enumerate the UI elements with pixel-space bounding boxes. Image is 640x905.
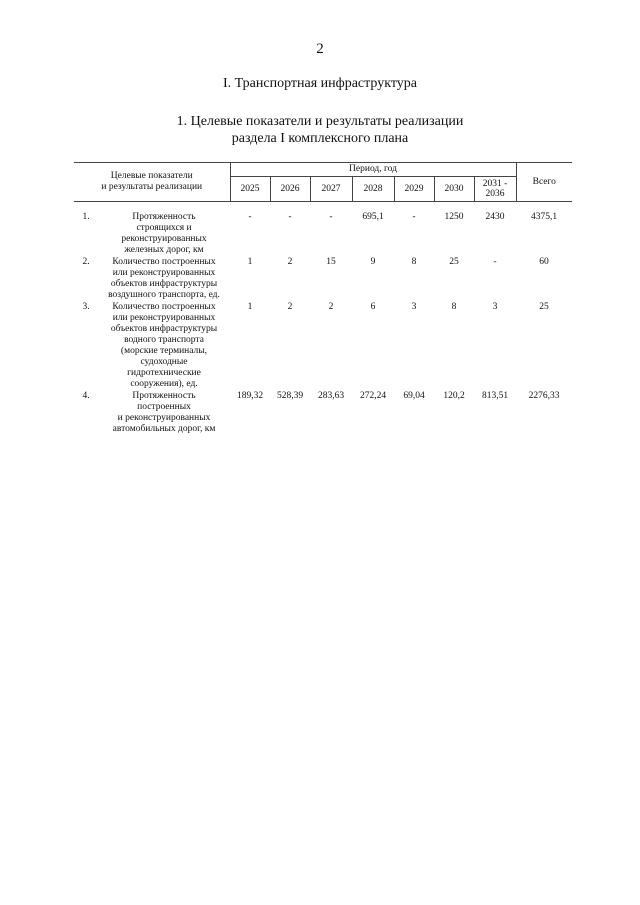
value-cell: 120,2 [443, 391, 465, 401]
value-cell: - [412, 212, 416, 222]
column-header-year: 2028 [352, 177, 394, 202]
value-cell: 15 [326, 257, 336, 267]
indicator-name-line: объектов инфраструктуры [110, 324, 218, 334]
column-header-indicators-line: и результаты реализации [101, 182, 203, 192]
value-cell: 69,04 [403, 391, 425, 401]
column-header-year-range-line: 2031 - [482, 179, 508, 189]
indicator-name-line: реконструированных [121, 234, 207, 244]
row-number: 1. [82, 212, 90, 222]
row-number: 4. [82, 391, 90, 401]
total-cell: 2276,33 [528, 391, 560, 401]
table-title-line: 1. Целевые показатели и результаты реализации [176, 114, 464, 129]
value-cell: 2 [328, 302, 334, 312]
indicator-name-line: гидротехнические [127, 368, 201, 378]
column-header-indicators-line: Целевые показатели [110, 171, 193, 181]
value-cell: 283,63 [317, 391, 345, 401]
indicator-name-line: (морские терминалы, [120, 346, 208, 356]
column-header-year: 2025 [230, 177, 270, 202]
total-cell: 4375,1 [530, 212, 558, 222]
table-body [74, 202, 572, 437]
column-header-indicators [74, 163, 230, 202]
value-cell: 9 [370, 257, 376, 267]
indicator-name [98, 212, 230, 257]
column-header-period: Период, год [230, 163, 516, 177]
value-cell: - [493, 257, 497, 267]
value-cell: 272,24 [359, 391, 387, 401]
value-cell: - [288, 212, 292, 222]
indicator-name-line: водного транспорта [124, 335, 204, 345]
indicator-name-line: Количество построенных [112, 257, 216, 267]
value-cell: 8 [451, 302, 457, 312]
indicator-name-line: или реконструированных [112, 268, 216, 278]
table-title [0, 113, 640, 147]
value-cell: 6 [370, 302, 376, 312]
value-cell: 1250 [444, 212, 464, 222]
column-header-year: 2027 [310, 177, 352, 202]
value-cell: - [248, 212, 252, 222]
column-header-year-range-line: 2036 [485, 189, 505, 199]
value-cell: 3 [492, 302, 498, 312]
indicator-name-line: объектов инфраструктуры [110, 279, 218, 289]
total-cell: 60 [539, 257, 549, 267]
indicators-table [74, 162, 572, 436]
total-cell: 25 [539, 302, 549, 312]
value-cell: 695,1 [362, 212, 384, 222]
value-cell: 813,51 [481, 391, 509, 401]
value-cell: 2430 [485, 212, 505, 222]
row-number: 2. [82, 257, 90, 267]
column-header-total: Всего [516, 163, 572, 202]
value-cell: 528,39 [276, 391, 304, 401]
indicator-name-line: железных дорог, км [124, 245, 204, 255]
indicator-name-line: строящихся и [136, 223, 192, 233]
table-row [74, 391, 572, 436]
page-number: 2 [316, 41, 324, 57]
table-row [74, 302, 572, 391]
indicator-name-line: автомобильных дорог, км [112, 424, 216, 434]
column-header-year: 2030 [434, 177, 474, 202]
column-header-year: 2026 [270, 177, 310, 202]
table-title-line: раздела I комплексного плана [231, 131, 409, 146]
value-cell: 3 [411, 302, 417, 312]
value-cell: 25 [449, 257, 459, 267]
value-cell: 1 [247, 302, 253, 312]
row-number: 3. [82, 302, 90, 312]
table-row [74, 257, 572, 302]
indicator-name-line: Протяженность [132, 212, 196, 222]
column-header-year: 2029 [394, 177, 434, 202]
value-cell: 189,32 [236, 391, 264, 401]
column-header-year-range [474, 177, 516, 202]
value-cell: 2 [287, 302, 293, 312]
indicator-name-line: и реконструированных [117, 413, 211, 423]
value-cell: 1 [247, 257, 253, 267]
section-title: I. Транспортная инфраструктура [222, 76, 418, 91]
value-cell: 2 [287, 257, 293, 267]
indicator-name-line: или реконструированных [112, 313, 216, 323]
indicator-name-line: судоходные [140, 357, 188, 367]
indicator-name-line: Протяженность [132, 391, 196, 401]
indicator-name [98, 257, 230, 302]
indicator-name [98, 391, 230, 436]
indicator-name [98, 302, 230, 391]
table-row [74, 212, 572, 257]
value-cell: - [329, 212, 333, 222]
indicator-name-line: Количество построенных [112, 302, 216, 312]
indicator-name-line: воздушного транспорта, ед. [108, 290, 220, 300]
value-cell: 8 [411, 257, 417, 267]
indicator-name-line: построенных [137, 402, 191, 412]
indicator-name-line: сооружения), ед. [130, 379, 198, 389]
